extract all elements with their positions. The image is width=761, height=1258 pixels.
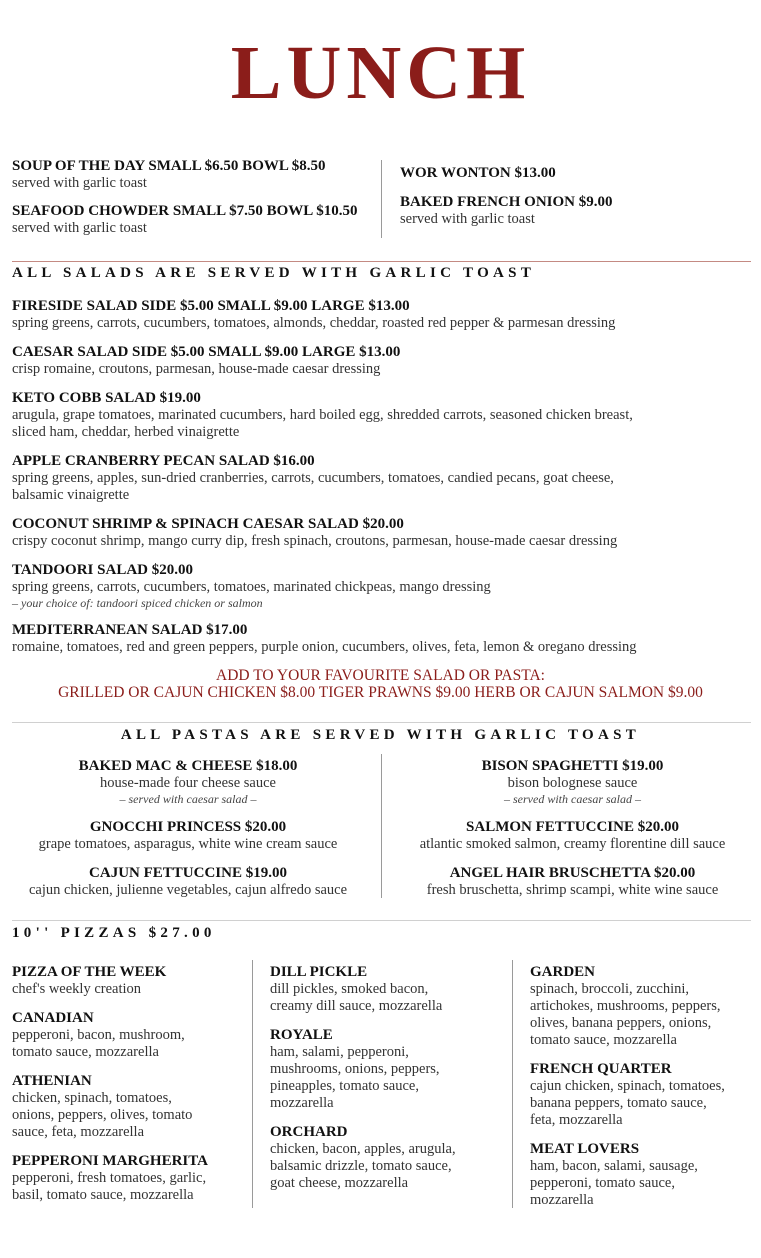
section-rule <box>12 261 751 262</box>
item-desc: crispy coconut shrimp, mango curry dip, fresh spinach, croutons, parmesan, house-made caesar dressing <box>12 533 618 549</box>
addon-title: ADD TO YOUR FAVOURITE SALAD OR PASTA: <box>216 667 545 684</box>
menu-item <box>530 1140 755 1209</box>
item-desc: pepperoni, bacon, mushroom, <box>12 1027 185 1043</box>
menu-item <box>12 343 752 378</box>
item-desc: chef's weekly creation <box>12 981 142 997</box>
item-name: GARDEN <box>530 964 596 980</box>
menu-item <box>12 818 364 853</box>
item-name: APPLE CRANBERRY PECAN SALAD $16.00 <box>12 453 315 469</box>
column-divider <box>381 160 382 238</box>
menu-item <box>12 515 752 550</box>
item-desc: bison bolognese sauce <box>507 775 638 791</box>
item-name: FIRESIDE SALAD SIDE $5.00 SMALL $9.00 LARGE $13.00 <box>12 298 410 314</box>
addon-prices: GRILLED OR CAJUN CHICKEN $8.00 TIGER PRAWNS $9.00 HERB OR CAJUN SALMON $9.00 <box>58 684 703 701</box>
item-name: BISON SPAGHETTI $19.00 <box>481 758 664 774</box>
item-name: GNOCCHI PRINCESS $20.00 <box>89 819 287 835</box>
item-desc: feta, mozzarella <box>530 1112 623 1128</box>
item-name: SALMON FETTUCCINE $20.00 <box>466 819 679 835</box>
menu-item <box>12 864 364 899</box>
menu-item <box>400 193 613 228</box>
column-divider <box>252 960 253 1208</box>
item-desc: olives, banana peppers, onions, <box>530 1015 712 1031</box>
item-name: BAKED FRENCH ONION $9.00 <box>400 194 613 210</box>
menu-item <box>12 963 247 998</box>
pasta-column-right <box>395 757 750 899</box>
menu-item <box>530 963 755 1049</box>
item-desc: mozzarella <box>270 1095 334 1111</box>
item-desc: chicken, spinach, tomatoes, <box>12 1090 172 1106</box>
pizzas-heading: 10'' PIZZAS $27.00 <box>12 925 216 941</box>
item-desc: tomato sauce, mozzarella <box>12 1044 159 1060</box>
item-name: CAJUN FETTUCCINE $19.00 <box>89 865 287 881</box>
pastas-heading: ALL PASTAS ARE SERVED WITH GARLIC TOAST <box>120 727 641 743</box>
item-desc: mozzarella <box>530 1192 594 1208</box>
item-name: SOUP OF THE DAY SMALL $6.50 BOWL $8.50 <box>12 158 326 174</box>
menu-item <box>270 963 505 1015</box>
item-desc: romaine, tomatoes, red and green peppers, purple onion, cucumbers, olives, feta, lemon & oregano dressing <box>12 639 637 655</box>
page-title: LUNCH <box>230 31 531 115</box>
item-desc: sliced ham, cheddar, herbed vinaigrette <box>12 424 240 440</box>
item-desc: crisp romaine, croutons, parmesan, house-made caesar dressing <box>12 361 381 377</box>
menu-item <box>400 164 613 182</box>
soup-column-right <box>400 164 613 228</box>
item-desc: house-made four cheese sauce <box>100 775 276 791</box>
item-desc: atlantic smoked salmon, creamy florentine dill sauce <box>419 836 726 852</box>
item-name: SEAFOOD CHOWDER SMALL $7.50 BOWL $10.50 <box>12 203 358 219</box>
menu-item <box>12 452 752 504</box>
item-desc: cajun chicken, spinach, tomatoes, <box>530 1078 725 1094</box>
salad-list <box>12 297 752 656</box>
item-desc: ham, salami, pepperoni, <box>270 1044 409 1060</box>
item-desc: grape tomatoes, asparagus, white wine cream sauce <box>38 836 338 852</box>
menu-item <box>395 757 750 807</box>
soup-column-left <box>12 157 357 237</box>
menu-item <box>12 561 752 611</box>
item-name: ATHENIAN <box>12 1073 92 1089</box>
menu-item <box>270 1026 505 1112</box>
item-name: PIZZA OF THE WEEK <box>12 964 167 980</box>
menu-item <box>12 389 752 441</box>
item-desc: chicken, bacon, apples, arugula, <box>270 1141 456 1157</box>
menu-item <box>395 818 750 853</box>
item-desc: mushrooms, onions, peppers, <box>270 1061 440 1077</box>
item-desc: spring greens, carrots, cucumbers, tomatoes, almonds, cheddar, roasted red pepper & parmesan dressing <box>12 315 616 331</box>
menu-item <box>12 202 357 237</box>
salads-heading: ALL SALADS ARE SERVED WITH GARLIC TOAST <box>12 265 536 281</box>
item-desc: cajun chicken, julienne vegetables, cajun alfredo sauce <box>28 882 348 898</box>
menu-item <box>395 864 750 899</box>
menu-item <box>12 1152 247 1204</box>
item-name: MEDITERRANEAN SALAD $17.00 <box>12 622 248 638</box>
pizza-column-3 <box>530 963 755 1209</box>
menu-item <box>12 157 357 192</box>
item-name: PEPPERONI MARGHERITA <box>12 1153 208 1169</box>
item-name: CAESAR SALAD SIDE $5.00 SMALL $9.00 LARGE $13.00 <box>12 344 401 360</box>
item-desc: dill pickles, smoked bacon, <box>270 981 429 997</box>
item-name: ORCHARD <box>270 1124 348 1140</box>
item-desc: pineapples, tomato sauce, <box>270 1078 419 1094</box>
item-desc: spring greens, apples, sun-dried cranberries, carrots, cucumbers, tomatoes, candied pecans, goat cheese, <box>12 470 614 486</box>
item-desc: basil, tomato sauce, mozzarella <box>12 1187 194 1203</box>
item-name: ANGEL HAIR BRUSCHETTA $20.00 <box>449 865 696 881</box>
item-desc: pepperoni, tomato sauce, <box>530 1175 675 1191</box>
menu-item <box>12 297 752 332</box>
item-desc: tomato sauce, mozzarella <box>530 1032 677 1048</box>
item-desc: ham, bacon, salami, sausage, <box>530 1158 698 1174</box>
item-desc: sauce, feta, mozzarella <box>12 1124 145 1140</box>
menu-item <box>12 1009 247 1061</box>
item-desc: artichokes, mushrooms, peppers, <box>530 998 721 1014</box>
item-desc: pepperoni, fresh tomatoes, garlic, <box>12 1170 207 1186</box>
pasta-column-left <box>12 757 364 899</box>
column-divider <box>512 960 513 1208</box>
item-desc: arugula, grape tomatoes, marinated cucumbers, hard boiled egg, shredded carrots, seasoned chicken breast, <box>12 407 633 423</box>
item-desc: balsamic drizzle, tomato sauce, <box>270 1158 452 1174</box>
item-note: – served with caesar salad – <box>119 792 257 806</box>
menu-item <box>270 1123 505 1192</box>
item-desc: balsamic vinaigrette <box>12 487 130 503</box>
pizza-column-2 <box>270 963 505 1192</box>
column-divider <box>381 754 382 898</box>
menu-item <box>12 1072 247 1141</box>
item-name: COCONUT SHRIMP & SPINACH CAESAR SALAD $20.00 <box>12 516 404 532</box>
menu-item <box>12 757 364 807</box>
item-name: KETO COBB SALAD $19.00 <box>12 390 201 406</box>
item-name: MEAT LOVERS <box>530 1141 640 1157</box>
section-rule <box>12 920 751 921</box>
item-desc: onions, peppers, olives, tomato <box>12 1107 193 1123</box>
item-desc: spring greens, carrots, cucumbers, tomatoes, marinated chickpeas, mango dressing <box>12 579 491 595</box>
item-desc: served with garlic toast <box>12 175 147 191</box>
item-name: BAKED MAC & CHEESE $18.00 <box>78 758 298 774</box>
pizza-column-1 <box>12 963 247 1204</box>
item-name: FRENCH QUARTER <box>530 1061 672 1077</box>
item-name: ROYALE <box>270 1027 333 1043</box>
item-desc: creamy dill sauce, mozzarella <box>270 998 443 1014</box>
menu-item <box>530 1060 755 1129</box>
item-note: – served with caesar salad – <box>504 792 641 806</box>
section-rule <box>12 722 751 723</box>
item-name: DILL PICKLE <box>270 964 368 980</box>
item-desc: banana peppers, tomato sauce, <box>530 1095 707 1111</box>
item-desc: served with garlic toast <box>400 211 535 227</box>
item-name: CANADIAN <box>12 1010 94 1026</box>
item-desc: goat cheese, mozzarella <box>270 1175 409 1191</box>
menu-item <box>12 621 752 656</box>
item-name: TANDOORI SALAD $20.00 <box>12 562 193 578</box>
item-desc: fresh bruschetta, shrimp scampi, white wine sauce <box>426 882 719 898</box>
item-note: – your choice of: tandoori spiced chicken or salmon <box>12 596 263 610</box>
item-desc: spinach, broccoli, zucchini, <box>530 981 690 997</box>
item-desc: served with garlic toast <box>12 220 147 236</box>
item-name: WOR WONTON $13.00 <box>400 165 556 181</box>
